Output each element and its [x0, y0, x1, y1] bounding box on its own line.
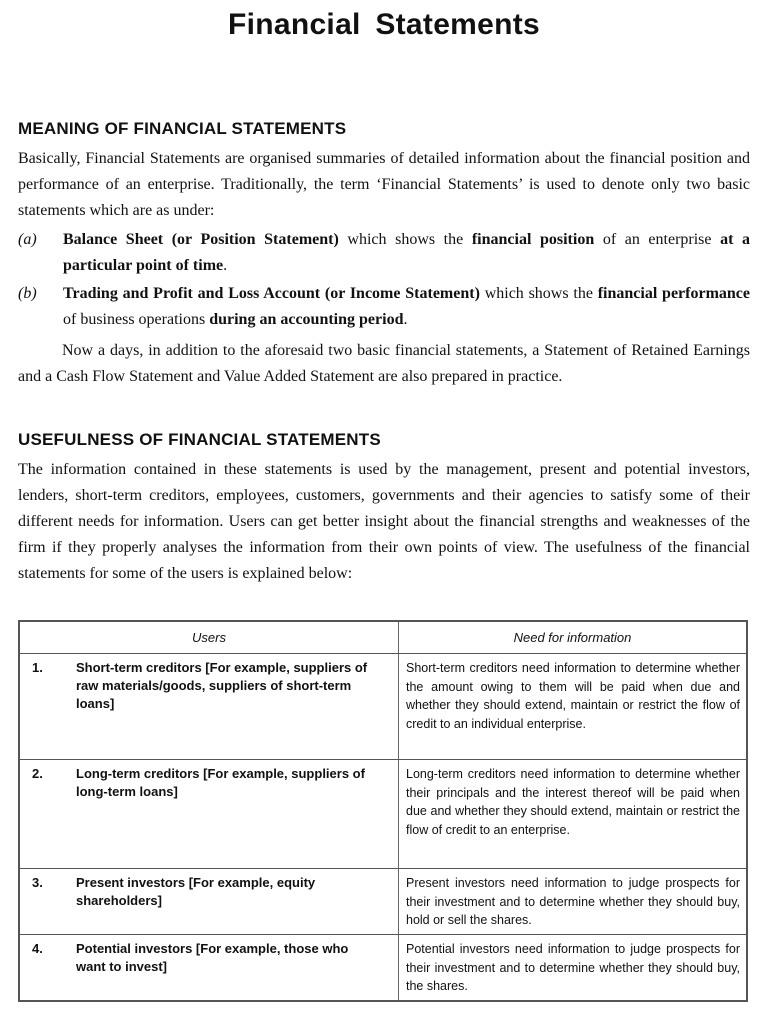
section-heading-meaning: MEANING OF FINANCIAL STATEMENTS: [18, 119, 347, 138]
item-text: .: [223, 257, 228, 274]
row-number: 1.: [32, 660, 43, 675]
item-body: [63, 281, 750, 333]
item-bold-term: Trading and Profit and Loss Account (or Income Statement): [63, 285, 480, 302]
meaning-intro-paragraph: Basically, Financial Statements are organised summaries of detailed information about the financial position and performance of an enterprise. Traditionally, the term ‘Financial Statements’ is used to denote only two basic statements which are as under:: [18, 150, 750, 219]
item-text: which shows the: [479, 285, 598, 302]
table-header-row: [20, 622, 746, 653]
row-need: Long-term creditors need information to determine whether their principals and the interest thereof will be paid when due and whether they should extend, maintain or restrict the flow of credit to an enterprise.: [406, 767, 740, 837]
item-body: [63, 227, 750, 279]
meaning-closing-paragraph: Now a days, in addition to the aforesaid two basic financial statements, a Statement of Retained Earnings and a Cash Flow Statement and Value Added Statement are also prepared in practice.: [18, 342, 750, 385]
row-user: Present investors [For example, equity shareholders]: [76, 875, 316, 908]
row-need: Short-term creditors need information to determine whether the amount owing to them will be paid when due and whether they should extend, maintain or restrict the flow of credit to an individual enterprise.: [406, 661, 740, 731]
item-bold-term: Balance Sheet (or Position Statement): [63, 231, 339, 248]
section-heading-usefulness: USEFULNESS OF FINANCIAL STATEMENTS: [18, 430, 381, 449]
row-user: Short-term creditors [For example, suppliers of raw materials/goods, suppliers of short-term loans]: [76, 660, 368, 711]
row-need: Present investors need information to judge prospects for their investment and to determine whether they should buy, hold or sell the shares.: [406, 876, 740, 927]
row-need: Potential investors need information to judge prospects for their investment and to determine whether they should buy, the shares.: [406, 942, 740, 993]
item-text: .: [403, 311, 408, 328]
item-bold-term: at a particular point of time: [63, 231, 751, 274]
table-header-users: Users: [192, 630, 226, 645]
row-user: Potential investors [For example, those who want to invest]: [76, 941, 349, 974]
item-text: of business operations: [63, 311, 210, 328]
row-number: 2.: [32, 766, 43, 781]
row-user: Long-term creditors [For example, suppliers of long-term loans]: [76, 766, 365, 799]
statement-item-a: [18, 227, 750, 279]
item-text: of an enterprise: [594, 231, 721, 248]
row-number: 4.: [32, 941, 43, 956]
item-bold-term: financial position: [471, 231, 595, 248]
users-needs-table: [18, 620, 748, 1002]
table-header-need: Need for information: [513, 630, 632, 645]
row-number: 3.: [32, 875, 43, 890]
table-row: [20, 868, 746, 935]
statement-item-b: [18, 281, 750, 333]
item-marker: (a): [18, 231, 37, 248]
item-marker: (b): [18, 285, 37, 302]
table-row: [20, 934, 746, 1001]
usefulness-intro-paragraph: The information contained in these statements is used by the management, present and potential investors, lenders, short-term creditors, employees, customers, governments and their agencies to satisfy some of their different needs for information. Users can get better insight about the financial strengths and weaknesses of the firm if they properly analyses the information from their own points of view. The usefulness of the financial statements for some of the users is explained below:: [18, 461, 750, 582]
table-row: [20, 759, 746, 869]
item-bold-term: financial performance: [597, 285, 751, 302]
page-title: Financial Statements: [227, 8, 541, 41]
item-bold-term: during an accounting period: [209, 311, 404, 328]
table-row: [20, 653, 746, 760]
item-text: which shows the: [338, 231, 472, 248]
